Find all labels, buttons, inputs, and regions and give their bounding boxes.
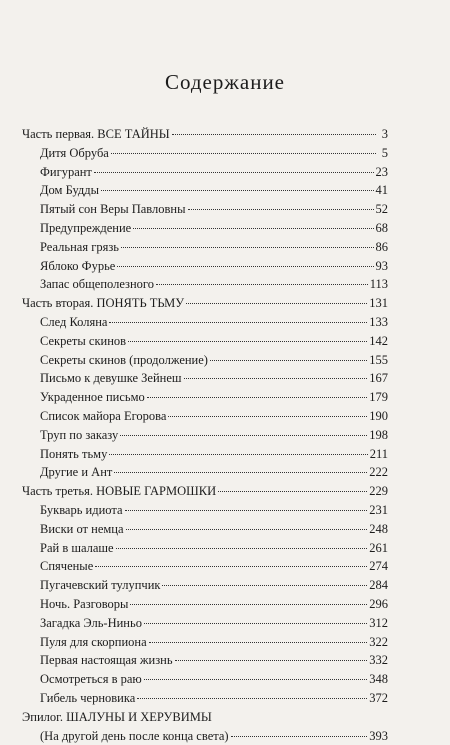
toc-entry-page-number: 211 (370, 445, 388, 464)
toc-chapter-entry (22, 332, 388, 351)
toc-entry-label: Запас общеполезного (40, 275, 154, 294)
dot-leader (133, 228, 373, 229)
toc-chapter-entry (22, 163, 388, 182)
toc-entry-label: Пугачевский тулупчик (40, 576, 160, 595)
toc-entry-label: Пятый сон Веры Павловны (40, 200, 186, 219)
dot-leader (128, 341, 367, 342)
toc-entry-label: Часть вторая. ПОНЯТЬ ТЬМУ (22, 294, 184, 313)
toc-entry-label: Украденное письмо (40, 388, 145, 407)
toc-entry-page-number: 222 (369, 463, 388, 482)
page-title: Содержание (0, 70, 450, 95)
toc-part-entry (22, 125, 388, 144)
toc-chapter-entry (22, 651, 388, 670)
toc-entry-label: Первая настоящая жизнь (40, 651, 173, 670)
dot-leader (109, 322, 367, 323)
toc-part-entry (22, 482, 388, 501)
toc-entry-page-number: 133 (369, 313, 388, 332)
toc-entry-label: Ночь. Разговоры (40, 595, 128, 614)
table-of-contents (22, 125, 388, 745)
toc-entry-label: Рай в шалаше (40, 539, 114, 558)
dot-leader (218, 491, 367, 492)
toc-entry-label: Секреты скинов (продолжение) (40, 351, 208, 370)
toc-chapter-entry (22, 670, 388, 689)
toc-entry-label: Дитя Обруба (40, 144, 109, 163)
toc-entry-page-number: 322 (369, 633, 388, 652)
toc-entry-label: Спяченые (40, 557, 93, 576)
dot-leader (126, 529, 368, 530)
dot-leader (137, 698, 367, 699)
dot-leader (162, 585, 367, 586)
toc-entry-label: Часть третья. НОВЫЕ ГАРМОШКИ (22, 482, 216, 501)
toc-entry-page-number: 312 (369, 614, 388, 633)
toc-entry-page-number: 393 (369, 727, 388, 745)
toc-chapter-entry (22, 501, 388, 520)
toc-entry-label: Реальная грязь (40, 238, 119, 257)
toc-entry-page-number: 142 (369, 332, 388, 351)
toc-entry-label: След Коляна (40, 313, 107, 332)
dot-leader (231, 736, 368, 737)
dot-leader (125, 510, 368, 511)
toc-entry-page-number: 372 (369, 689, 388, 708)
dot-leader (175, 660, 368, 661)
toc-chapter-entry (22, 200, 388, 219)
toc-entry-page-number: 23 (376, 163, 389, 182)
toc-entry-page-number: 5 (378, 144, 388, 163)
toc-chapter-entry (22, 727, 388, 745)
toc-part-entry (22, 708, 388, 727)
toc-entry-label: Фигурант (40, 163, 92, 182)
toc-chapter-entry (22, 407, 388, 426)
toc-entry-page-number: 231 (369, 501, 388, 520)
toc-entry-page-number: 296 (369, 595, 388, 614)
toc-chapter-entry (22, 576, 388, 595)
toc-entry-page-number: 3 (378, 125, 388, 144)
dot-leader (168, 416, 367, 417)
toc-entry-page-number: 52 (376, 200, 389, 219)
toc-entry-page-number: 155 (369, 351, 388, 370)
dot-leader (188, 209, 374, 210)
dot-leader (172, 134, 376, 135)
toc-chapter-entry (22, 539, 388, 558)
toc-entry-label: Букварь идиота (40, 501, 123, 520)
dot-leader (186, 303, 367, 304)
dot-leader (147, 397, 367, 398)
toc-entry-label: Письмо к девушке Зейнеш (40, 369, 182, 388)
toc-entry-label: Гибель черновика (40, 689, 135, 708)
dot-leader (156, 284, 368, 285)
toc-entry-label: Труп по заказу (40, 426, 118, 445)
toc-entry-page-number: 248 (369, 520, 388, 539)
dot-leader (184, 378, 368, 379)
toc-chapter-entry (22, 595, 388, 614)
toc-entry-label: Список майора Егорова (40, 407, 166, 426)
toc-chapter-entry (22, 257, 388, 276)
toc-entry-page-number: 86 (376, 238, 389, 257)
toc-entry-page-number: 274 (369, 557, 388, 576)
toc-entry-label: Виски от немца (40, 520, 124, 539)
toc-entry-label: Другие и Ант (40, 463, 112, 482)
dot-leader (114, 472, 367, 473)
dot-leader (109, 454, 367, 455)
toc-entry-page-number: 131 (369, 294, 388, 313)
toc-chapter-entry (22, 351, 388, 370)
toc-chapter-entry (22, 614, 388, 633)
toc-entry-page-number: 198 (369, 426, 388, 445)
toc-chapter-entry (22, 388, 388, 407)
toc-chapter-entry (22, 633, 388, 652)
toc-entry-label: Часть первая. ВСЕ ТАЙНЫ (22, 125, 170, 144)
dot-leader (117, 266, 373, 267)
toc-entry-label: Яблоко Фурье (40, 257, 115, 276)
toc-chapter-entry (22, 520, 388, 539)
toc-entry-page-number: 113 (370, 275, 388, 294)
toc-entry-label: Эпилог. ШАЛУНЫ И ХЕРУВИМЫ (22, 708, 212, 727)
toc-entry-page-number: 41 (376, 181, 389, 200)
toc-entry-label: Пуля для скорпиона (40, 633, 147, 652)
toc-entry-page-number: 332 (369, 651, 388, 670)
toc-chapter-entry (22, 426, 388, 445)
toc-entry-page-number: 348 (369, 670, 388, 689)
dot-leader (149, 642, 368, 643)
toc-chapter-entry (22, 313, 388, 332)
toc-chapter-entry (22, 445, 388, 464)
dot-leader (121, 247, 374, 248)
toc-entry-page-number: 284 (369, 576, 388, 595)
toc-entry-page-number: 179 (369, 388, 388, 407)
toc-entry-page-number: 68 (376, 219, 389, 238)
toc-entry-label: Дом Будды (40, 181, 99, 200)
dot-leader (210, 360, 367, 361)
toc-entry-page-number: 261 (369, 539, 388, 558)
toc-chapter-entry (22, 369, 388, 388)
toc-entry-page-number: 190 (369, 407, 388, 426)
dot-leader (120, 435, 367, 436)
toc-entry-label: (На другой день после конца света) (40, 727, 229, 745)
toc-chapter-entry (22, 144, 388, 163)
toc-entry-page-number: 167 (369, 369, 388, 388)
toc-chapter-entry (22, 181, 388, 200)
dot-leader (111, 153, 376, 154)
toc-chapter-entry (22, 219, 388, 238)
toc-entry-label: Секреты скинов (40, 332, 126, 351)
toc-part-entry (22, 294, 388, 313)
dot-leader (94, 172, 374, 173)
toc-chapter-entry (22, 238, 388, 257)
dot-leader (144, 679, 368, 680)
toc-chapter-entry (22, 463, 388, 482)
toc-chapter-entry (22, 557, 388, 576)
dot-leader (144, 623, 367, 624)
toc-entry-page-number: 93 (376, 257, 389, 276)
toc-entry-label: Осмотреться в раю (40, 670, 142, 689)
dot-leader (130, 604, 367, 605)
toc-entry-label: Предупреждение (40, 219, 131, 238)
toc-entry-page-number: 229 (369, 482, 388, 501)
dot-leader (101, 190, 373, 191)
toc-chapter-entry (22, 275, 388, 294)
toc-entry-label: Загадка Эль-Ниньо (40, 614, 142, 633)
dot-leader (95, 566, 367, 567)
dot-leader (116, 548, 368, 549)
toc-entry-label: Понять тьму (40, 445, 107, 464)
